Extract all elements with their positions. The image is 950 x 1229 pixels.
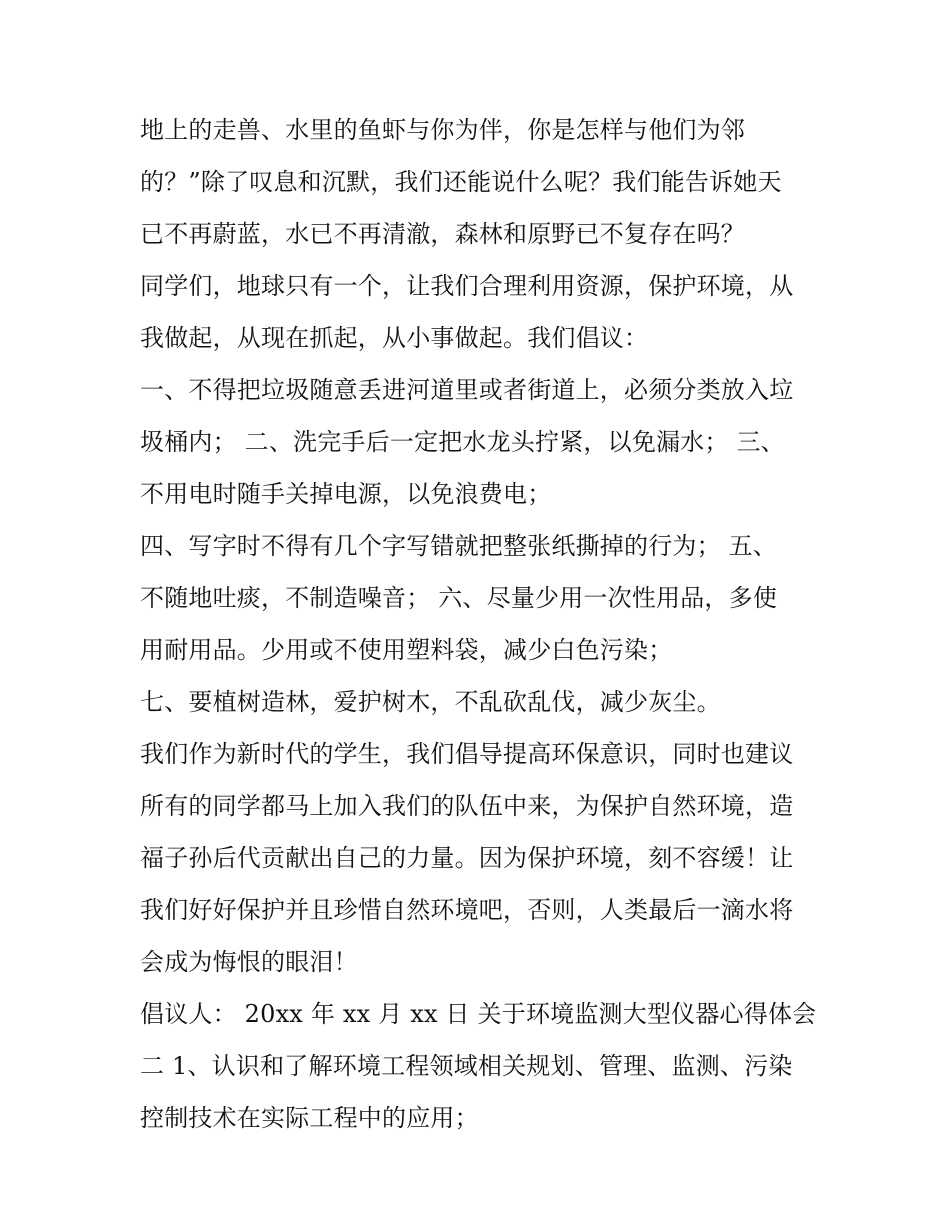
text-line: 四、写字时不得有几个字写错就把整张纸撕掉的行为； 五、 [140,532,778,560]
text-line: 不随地吐痰，不制造噪音； 六、尽量少用一次性用品，多使 [140,584,778,612]
text-line: 一、不得把垃圾随意丢进河道里或者街道上，必须分类放入垃 [140,376,794,404]
text-line: 不用电时随手关掉电源，以免浪费电； [140,480,552,508]
text-line: 用耐用品。少用或不使用塑料袋，减少白色污染； [140,636,673,664]
text-line: 控制技术在实际工程中的应用； [140,1104,479,1132]
text-line: 七、要植树造林，爱护树木，不乱砍乱伐，减少灰尘。 [140,688,721,716]
text-line: 二 1、认识和了解环境工程领域相关规划、管理、监测、污染 [140,1052,793,1080]
text-line: 所有的同学都马上加入我们的队伍中来，为保护自然环境，造 [140,792,794,820]
text-line: 我们作为新时代的学生，我们倡导提高环保意识，同时也建议 [140,740,794,768]
text-line: 我做起，从现在抓起，从小事做起。我们倡议： [140,324,649,352]
text-line: 我们好好保护并且珍惜自然环境吧，否则，人类最后一滴水将 [140,896,794,924]
text-line: 会成为悔恨的眼泪！ [140,948,358,976]
text-line: 倡议人： 20xx 年 xx 月 xx 日 关于环境监测大型仪器心得体会 [140,1000,817,1028]
body-text [140,104,830,1144]
text-line: 福子孙后代贡献出自己的力量。因为保护环境，刻不容缓！让 [140,844,794,872]
text-line: 地上的走兽、水里的鱼虾与你为伴，你是怎样与他们为邻 [140,116,745,144]
text-line: 的？”除了叹息和沉默，我们还能说什么呢？我们能告诉她天 [140,168,782,196]
text-line: 同学们，地球只有一个，让我们合理利用资源，保护环境，从 [140,272,794,300]
text-line: 圾桶内； 二、洗完手后一定把水龙头拧紧，以免漏水； 三、 [140,428,785,456]
text-line: 已不再蔚蓝，水已不再清澈，森林和原野已不复存在吗？ [140,220,745,248]
